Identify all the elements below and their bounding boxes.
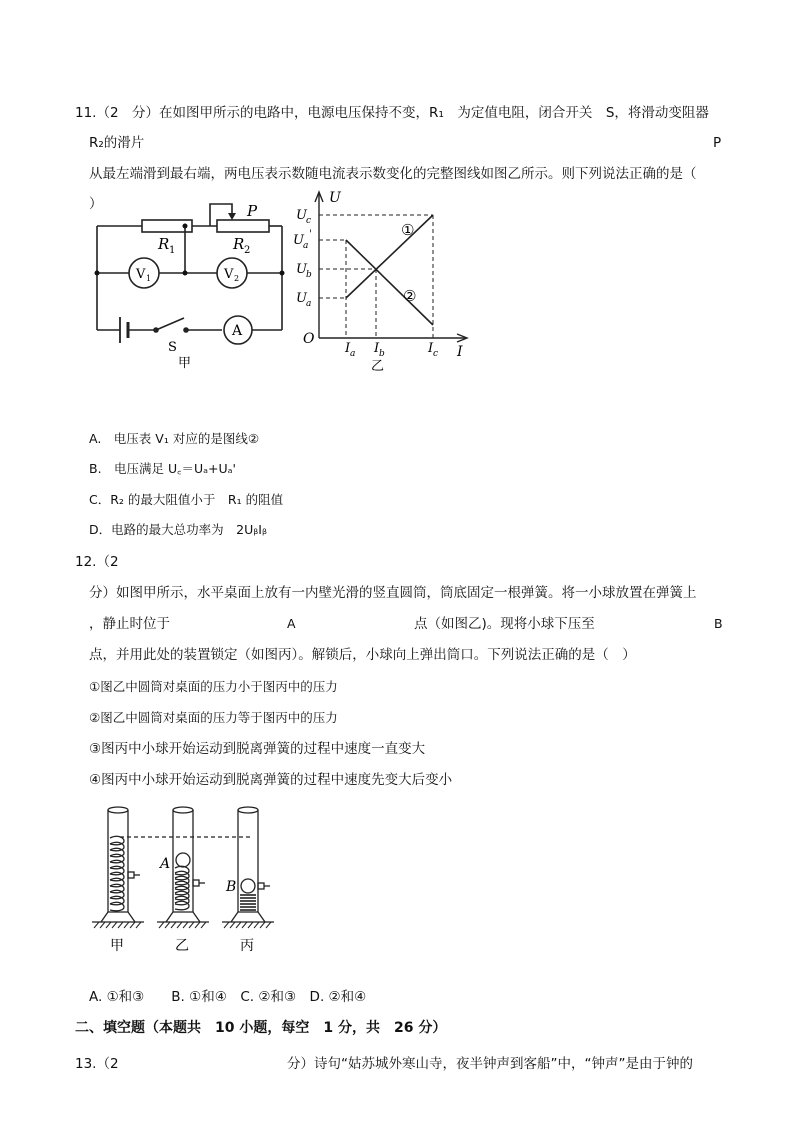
label-v2: V (224, 267, 234, 282)
label-r2: R (233, 235, 245, 253)
q11-line4: ） (89, 196, 103, 212)
label-switch: S (168, 340, 177, 355)
q12-line3-c: 点（如图乙)。现将小球下压至 (414, 616, 595, 632)
q12-line3-d: B (714, 616, 723, 631)
caption-jia: 甲 (178, 356, 192, 370)
caption-bing: 丙 (240, 938, 254, 954)
caption-yi: 乙 (371, 359, 385, 373)
axis-i: I (457, 344, 463, 360)
q12-line3-b: A (287, 616, 296, 631)
tick-ia-sub: a (350, 349, 356, 359)
q12-answer-options: A. ①和③ B. ①和④ C. ②和③ D. ②和④ (89, 989, 367, 1005)
tick-uc: U (296, 208, 307, 223)
label-r1: R (158, 235, 170, 253)
cylinder-jia (92, 807, 144, 922)
tick-ic: I (428, 341, 434, 356)
label-point-b: B (226, 879, 237, 895)
q12-statement-1: ①图乙中圆筒对桌面的压力小于图丙中的压力 (89, 679, 338, 694)
label-v1-sub: 1 (146, 274, 152, 283)
q11-option-c: C．R₂ 的最大阻值小于 R₁ 的阻值 (89, 492, 284, 507)
q12-statement-4: ④图丙中小球开始运动到脱离弹簧的过程中速度先变大后变小 (89, 772, 453, 788)
label-r1-sub: 1 (169, 245, 176, 256)
q11-line2-right: P (713, 135, 722, 151)
label-point-a: A (160, 856, 171, 872)
q12-line2: 分）如图甲所示，水平桌面上放有一内壁光滑的竖直圆筒，筒底固定一根弹簧。将一小球放置在弹簧上 (89, 585, 697, 601)
line-label-1: ① (401, 221, 415, 239)
caption-jia-2: 甲 (110, 938, 124, 954)
q11-line1: 11.（2 分）在如图甲所示的电路中，电源电压保持不变，R₁ 为定值电阻，闭合开关 S，将滑动变阻器 (75, 105, 709, 121)
label-v2-sub: 2 (234, 274, 240, 283)
label-p: P (247, 202, 258, 220)
ui-graph-yi (293, 188, 473, 373)
label-r2-sub: 2 (244, 245, 251, 256)
tick-ua-prime: U (293, 233, 304, 248)
q12-line3-a: ，静止时位于 (89, 616, 170, 632)
q11-option-a: A. 电压表 V₁ 对应的是图线② (89, 431, 260, 446)
label-ammeter: A (232, 323, 243, 339)
resistor-r2 (217, 220, 269, 232)
tick-ib-sub: b (379, 349, 385, 359)
line-label-2: ② (403, 287, 417, 305)
q12-line1: 12.（2 (75, 554, 119, 570)
q11-line3: 从最左端滑到最右端，两电压表示数随电流表示数变化的完整图线如图乙所示。则下列说法正确的是（ (89, 166, 697, 182)
axis-u: U (329, 190, 341, 206)
q11-line2-left: R₂的滑片 (89, 135, 145, 151)
label-v1: V (136, 267, 146, 282)
tick-ub: U (296, 262, 307, 277)
tick-ia: I (345, 341, 351, 356)
tick-ib: I (374, 341, 380, 356)
section-heading-fill-in: 二、填空题（本题共 10 小题，每空 1 分，共 26 分） (75, 1020, 447, 1036)
tick-ua: U (296, 291, 307, 306)
q12-line4: 点，并用此处的装置锁定（如图丙）。解锁后，小球向上弹出筒口。下列说法正确的是（ ） (89, 647, 636, 663)
ball-b (241, 879, 255, 893)
ball-a (176, 853, 190, 867)
tick-ua-prime-sub: a (303, 241, 309, 251)
origin-label: O (303, 331, 315, 347)
q13-right: 分）诗句“姑苏城外寒山寺，夜半钟声到客船”中，“钟声”是由于钟的 (287, 1056, 693, 1072)
svg-text:': ' (309, 229, 312, 240)
tick-uc-sub: c (306, 216, 312, 226)
caption-yi-2: 乙 (175, 938, 189, 954)
q12-statement-3: ③图丙中小球开始运动到脱离弹簧的过程中速度一直变大 (89, 741, 426, 757)
tick-ua-sub: a (306, 299, 312, 309)
tick-ub-sub: b (306, 270, 312, 280)
q11-option-d: D．电路的最大总功率为 2UᵦIᵦ (89, 522, 267, 537)
q13-left: 13.（2 (75, 1056, 119, 1072)
tick-ic-sub: c (433, 349, 439, 359)
q11-option-b: B. 电压满足 U꜀＝Uₐ+Uₐ' (89, 461, 236, 476)
cylinder-spring-figure (88, 800, 288, 960)
circuit-diagram-jia (92, 200, 292, 370)
cylinder-bing (222, 807, 274, 922)
q12-statement-2: ②图乙中圆筒对桌面的压力等于图丙中的压力 (89, 710, 338, 725)
